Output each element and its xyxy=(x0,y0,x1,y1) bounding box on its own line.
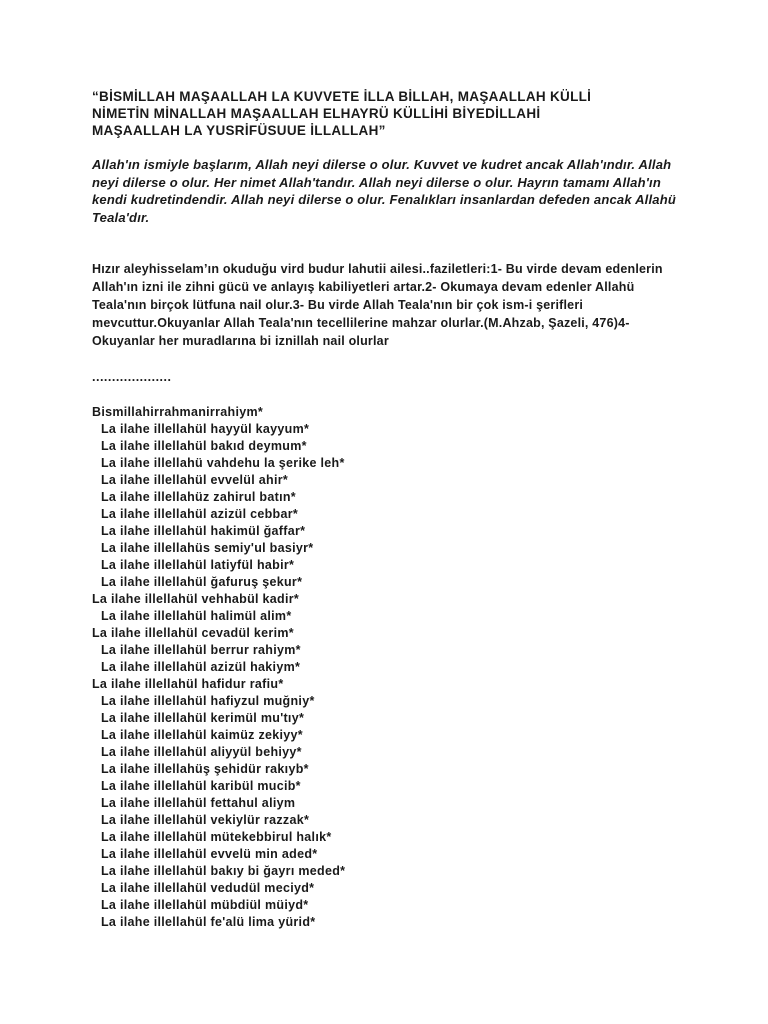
dua-line: La ilahe illellahül fe'alü lima yürid* xyxy=(101,915,316,929)
dua-line: La ilahe illellahül kerimül mu'tıy* xyxy=(101,711,305,725)
dua-line: La ilahe illellahül azizül cebbar* xyxy=(101,507,299,521)
dua-line: La ilahe illellahül aliyyül behiyy* xyxy=(101,745,302,759)
document-title: “BİSMİLLAH MAŞAALLAH LA KUVVETE İLLA BİLLAH, MAŞAALLAH KÜLLİ NİMETİN MİNALLAH MAŞAALLAH ELHAYRÜ KÜLLİHİ BİYEDİLLAHİ MAŞAALLAH LA YUSRİFÜSUUE İLLALLAH” xyxy=(92,89,592,138)
dua-line: La ilahe illellahül kaimüz zekiyy* xyxy=(101,728,303,742)
dua-line: La ilahe illellahüz zahirul batın* xyxy=(101,490,296,504)
dua-line: La ilahe illellahül vehhabül kadir* xyxy=(92,592,300,606)
dua-line: La ilahe illellahül mütekebbirul halık* xyxy=(101,830,332,844)
separator-line: .................... xyxy=(92,370,172,384)
dua-line: Bismillahirrahmanirrahiym* xyxy=(92,405,264,419)
dua-line: La ilahe illellahül mübdiül müiyd* xyxy=(101,898,309,912)
dua-line: La ilahe illellahül latiyfül habir* xyxy=(101,558,295,572)
dua-list xyxy=(92,404,692,931)
virtues-paragraph: Hızır aleyhisselam’ın okuduğu vird budur lahutii ailesi..faziletleri:1- Bu virde devam edenlerin Allah'ın izni ile zihni gücü ve anlayış kabiliyetleri artar.2- Okumaya devam edenler Allahü Teala'nın birçok lütfuna nail olur.3- Bu virde Allah Teala'nın bir çok ism-i şerifleri mevcuttur.Okuyanlar Allah Teala'nın tecellilerine mahzar olurlar.(M.Ahzab, Şazeli, 476)4- Okuyanlar her muradlarına bi iznillah nail olurlar xyxy=(92,262,663,348)
dua-line: La ilahe illellahül evvelü min aded* xyxy=(101,847,318,861)
dua-line: La ilahe illellahül hafidur rafiu* xyxy=(92,677,284,691)
dua-line: La ilahe illellahül hakimül ğaffar* xyxy=(101,524,306,538)
dua-line: La ilahe illellahü vahdehu la şerike leh* xyxy=(101,456,345,470)
dua-line: La ilahe illellahül ğafuruş şekur* xyxy=(101,575,303,589)
dua-line: La ilahe illellahül vedudül meciyd* xyxy=(101,881,315,895)
dua-line: La ilahe illellahüş şehidür rakıyb* xyxy=(101,762,309,776)
dua-line: La ilahe illellahül hayyül kayyum* xyxy=(101,422,310,436)
dua-line: La ilahe illellahüs semiy'ul basiyr* xyxy=(101,541,314,555)
dua-line: La ilahe illellahül fettahul aliym xyxy=(101,796,296,810)
dua-line: La ilahe illellahül berrur rahiym* xyxy=(101,643,301,657)
dua-line: La ilahe illellahül azizül hakiym* xyxy=(101,660,301,674)
dua-line: La ilahe illellahül evvelül ahir* xyxy=(101,473,289,487)
dua-line: La ilahe illellahül hafiyzul muğniy* xyxy=(101,694,315,708)
dua-line: La ilahe illellahül vekiylür razzak* xyxy=(101,813,310,827)
dua-line: La ilahe illellahül karibül mucib* xyxy=(101,779,301,793)
dua-line: La ilahe illellahül halimül alim* xyxy=(101,609,292,623)
translation-paragraph: Allah'ın ismiyle başlarım, Allah neyi dilerse o olur. Kuvvet ve kudret ancak Allah'ındır. Allah neyi dilerse o olur. Her nimet Allah'tandır. Allah neyi dilerse o olur. Hayrın tamamı Allah'ın kendi kudretindendir. Allah neyi dilerse o olur. Fenalıkları insanlardan defeden ancak Allahü Teala'dır. xyxy=(92,157,677,225)
dua-line: La ilahe illellahül bakıd deymum* xyxy=(101,439,307,453)
dua-line: La ilahe illellahül bakıy bi ğayrı meded* xyxy=(101,864,346,878)
dua-line: La ilahe illellahül cevadül kerim* xyxy=(92,626,294,640)
document-page xyxy=(92,88,692,931)
